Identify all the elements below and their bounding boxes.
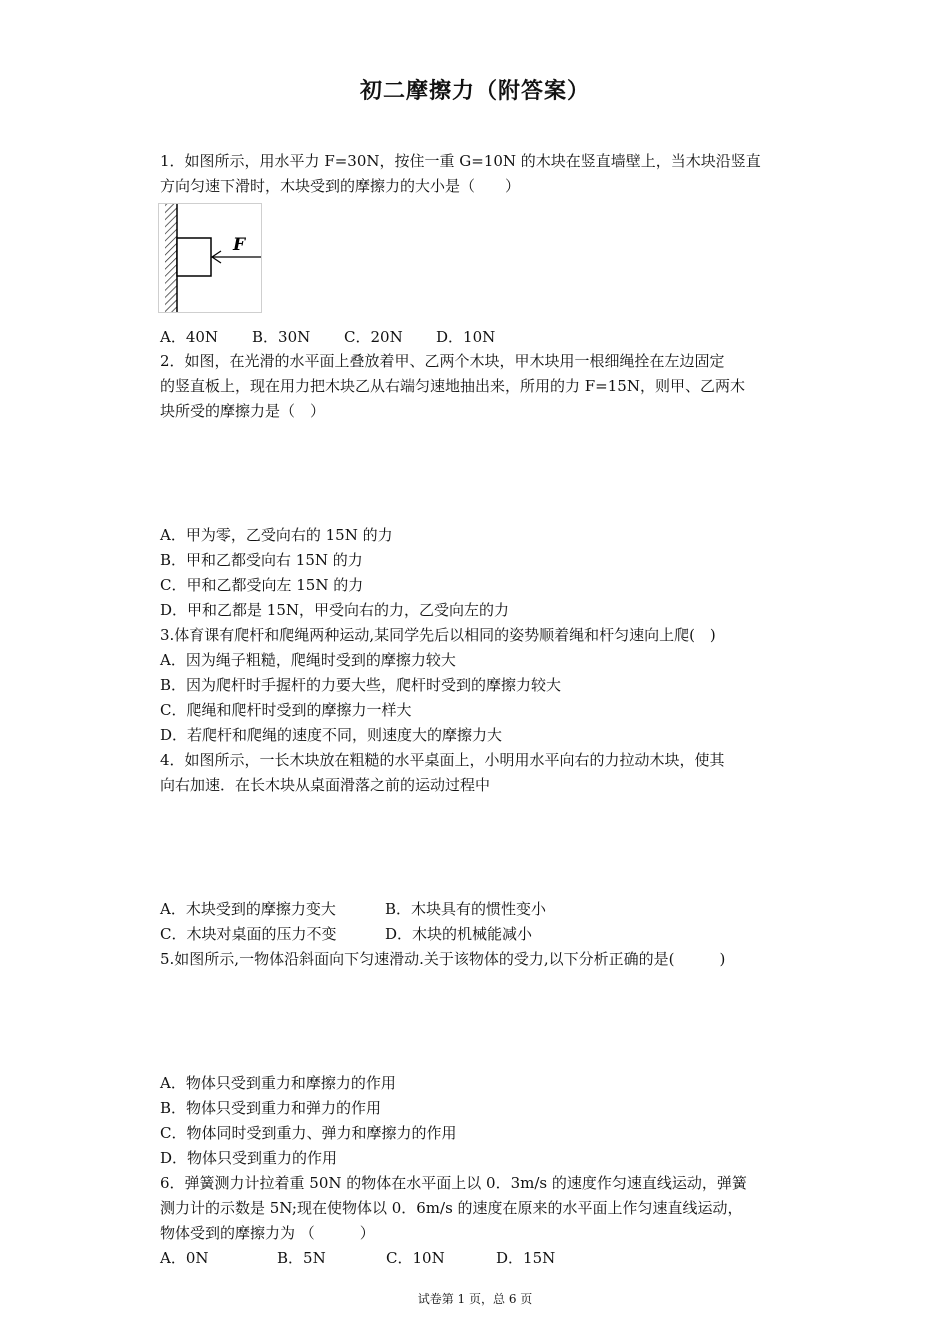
q4-option-a[interactable]: A．木块受到的摩擦力变大 (160, 900, 336, 918)
q6-options (160, 1248, 555, 1268)
q5-option-d[interactable]: D．物体只受到重力的作用 (160, 1149, 338, 1167)
q5-option-a[interactable]: A．物体只受到重力和摩擦力的作用 (160, 1074, 396, 1092)
page-footer: 试卷第 1 页，总 6 页 (417, 1292, 533, 1306)
q4-text-line1: 4．如图所示，一长木块放在粗糙的水平桌面上，小明用水平向右的力拉动木块，使其 (160, 751, 725, 769)
q1-text-line2: 方向匀速下滑时，木块受到的摩擦力的大小是（ ） (160, 177, 521, 195)
q3-option-b[interactable]: B．因为爬杆时手握杆的力要大些，爬杆时受到的摩擦力较大 (160, 676, 562, 694)
q6-text-line1: 6．弹簧测力计拉着重 50N 的物体在水平面上以 0．3m/s 的速度作匀速直线运动，弹簧 (160, 1174, 747, 1192)
q5-text-line1: 5.如图所示,一物体沿斜面向下匀速滑动.关于该物体的受力,以下分析正确的是( ) (160, 950, 726, 968)
wall-hatching (165, 204, 177, 312)
page-title: 初二摩擦力（附答案） (359, 79, 590, 104)
q1-option-d[interactable]: D．10N (436, 328, 496, 346)
q2-option-c[interactable]: C．甲和乙都受向左 15N 的力 (160, 576, 364, 594)
q3-option-c[interactable]: C．爬绳和爬杆时受到的摩擦力一样大 (160, 701, 412, 719)
q2-option-b[interactable]: B．甲和乙都受向右 15N 的力 (160, 551, 363, 569)
q1-text-line1: 1．如图所示，用水平力 F=30N，按住一重 G=10N 的木块在竖直墙壁上，当木块沿竖直 (160, 152, 761, 170)
q6-option-a[interactable]: A．0N (160, 1249, 209, 1267)
q5-option-b[interactable]: B．物体只受到重力和弹力的作用 (160, 1099, 382, 1117)
q2-text-line2: 的竖直板上，现在用力把木块乙从右端匀速地抽出来，所用的力 F=15N，则甲、乙两木 (160, 377, 745, 395)
q3-text-line1: 3.体育课有爬杆和爬绳两种运动,某同学先后以相同的姿势顺着绳和杆匀速向上爬( ) (160, 626, 716, 644)
q1-option-b[interactable]: B．30N (252, 328, 311, 346)
q4-text-line2: 向右加速．在长木块从桌面滑落之前的运动过程中 (160, 776, 491, 794)
q6-option-b[interactable]: B．5N (277, 1249, 326, 1267)
q1-options (160, 327, 495, 347)
q6-option-d[interactable]: D．15N (496, 1249, 556, 1267)
q1-option-a[interactable]: A．40N (160, 328, 219, 346)
q6-text-line3: 物体受到的摩擦力为 （ ） (160, 1224, 375, 1242)
q4-options-row2 (160, 924, 532, 944)
q3-option-a[interactable]: A．因为绳子粗糙，爬绳时受到的摩擦力较大 (160, 651, 456, 669)
q2-option-d[interactable]: D．甲和乙都是 15N，甲受向右的力，乙受向左的力 (160, 601, 510, 619)
q4-option-d[interactable]: D．木块的机械能减小 (385, 925, 533, 943)
q5-option-c[interactable]: C．物体同时受到重力、弹力和摩擦力的作用 (160, 1124, 457, 1142)
force-label: F (233, 235, 246, 255)
q1-option-c[interactable]: C．20N (344, 328, 403, 346)
wall-block-force-diagram (159, 204, 261, 312)
q6-text-line2: 测力计的示数是 5N;现在使物体以 0．6m/s 的速度在原来的水平面上作匀速直线运动， (160, 1199, 743, 1217)
q3-option-d[interactable]: D．若爬杆和爬绳的速度不同，则速度大的摩擦力大 (160, 726, 503, 744)
wooden-block (177, 238, 211, 276)
q1-figure (158, 203, 262, 313)
q4-option-c[interactable]: C．木块对桌面的压力不变 (160, 925, 337, 943)
q4-option-b[interactable]: B．木块具有的惯性变小 (385, 900, 547, 918)
q2-text-line1: 2．如图，在光滑的水平面上叠放着甲、乙两个木块，甲木块用一根细绳拴在左边固定 (160, 352, 725, 370)
q2-text-line3: 块所受的摩擦力是（ ） (160, 402, 326, 420)
q4-options-row1 (160, 899, 546, 919)
q2-option-a[interactable]: A．甲为零，乙受向右的 15N 的力 (160, 526, 393, 544)
q6-option-c[interactable]: C．10N (386, 1249, 445, 1267)
